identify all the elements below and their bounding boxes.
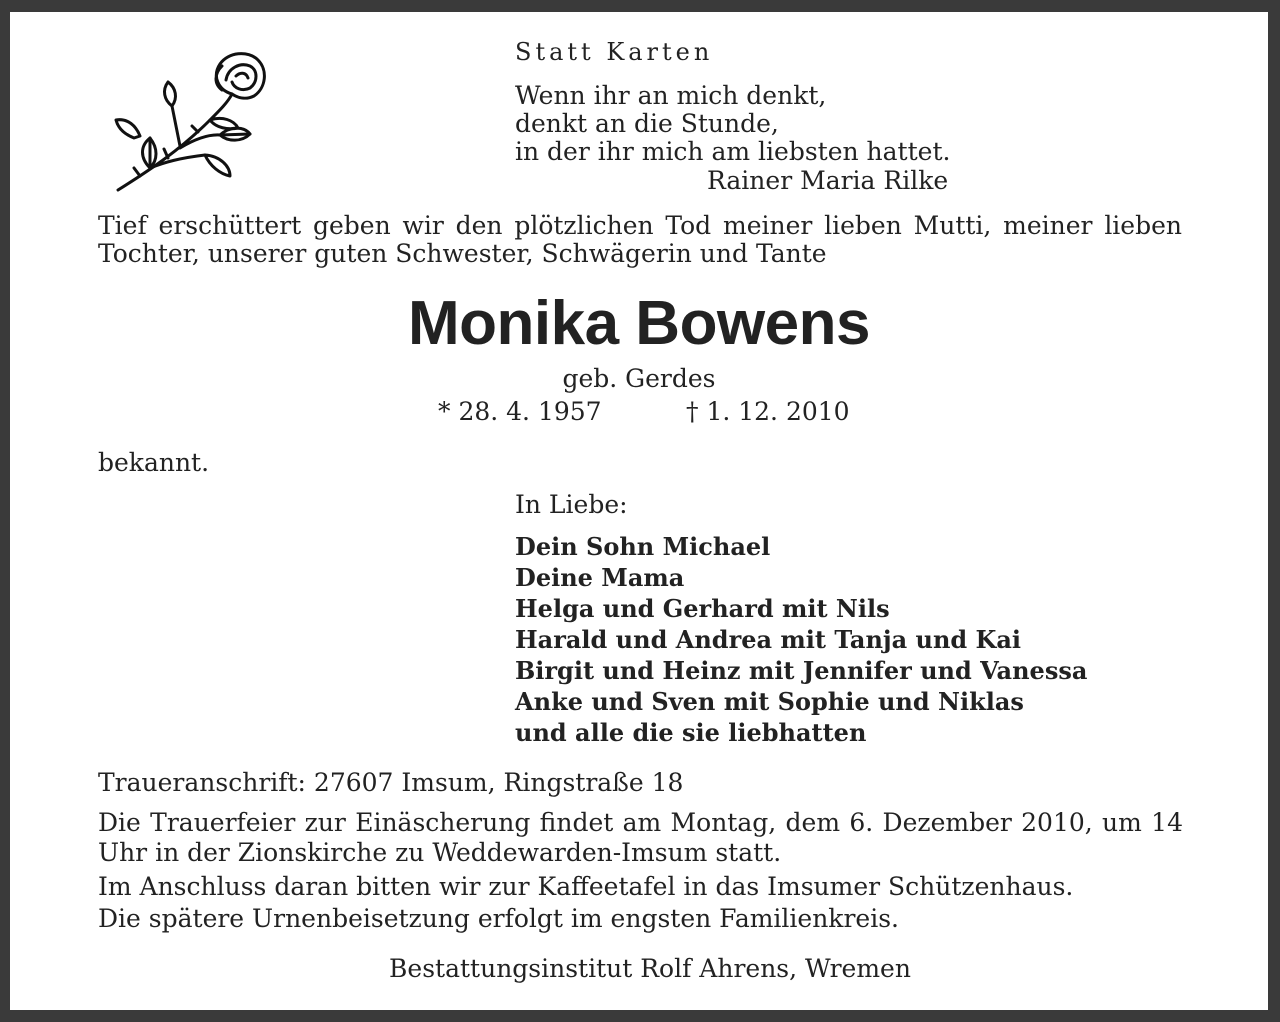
mourner-line: Birgit und Heinz mit Jennifer und Vanessa xyxy=(515,656,1088,685)
statt-karten-heading: Statt Karten xyxy=(515,38,714,66)
maiden-name: geb. Gerdes xyxy=(562,364,716,393)
mourner-line: Anke und Sven mit Sophie und Niklas xyxy=(515,687,1024,716)
poem xyxy=(515,82,950,166)
obituary-notice xyxy=(10,12,1268,1010)
poem-author: Rainer Maria Rilke xyxy=(707,166,949,195)
poem-line: denkt an die Stunde, xyxy=(515,109,779,138)
mourner-line: Helga und Gerhard mit Nils xyxy=(515,594,890,623)
poem-line: Wenn ihr an mich denkt, xyxy=(515,81,827,110)
mourner-line: Deine Mama xyxy=(515,563,685,592)
birth-date: * 28. 4. 1957 xyxy=(438,397,602,426)
mourner-line: Dein Sohn Michael xyxy=(515,532,771,561)
ceremony-info: Die Trauerfeier zur Einäscherung findet am Montag, dem 6. Dezember 2010, um 14 Uhr in der Zionskirche zu Weddewarden-Imsum statt. xyxy=(98,808,1183,867)
death-date: † 1. 12. 2010 xyxy=(686,397,850,426)
mourners-intro: In Liebe: xyxy=(515,490,628,519)
mourning-address: Traueranschrift: 27607 Imsum, Ringstraße 18 xyxy=(98,768,684,797)
mourners-list xyxy=(515,531,1087,748)
deceased-name: Monika Bowens xyxy=(407,289,870,358)
coffee-info: Im Anschluss daran bitten wir zur Kaffeetafel in das Imsumer Schützenhaus. xyxy=(98,872,1074,901)
mourner-line: und alle die sie liebhatten xyxy=(515,718,867,747)
bekannt-text: bekannt. xyxy=(98,448,210,477)
urn-info: Die spätere Urnenbeisetzung erfolgt im engsten Familienkreis. xyxy=(98,904,899,933)
mourner-line: Harald und Andrea mit Tanja und Kai xyxy=(515,625,1022,654)
intro-text: Tief erschüttert geben wir den plötzlichen Tod meiner lieben Mutti, meiner lieben Tochter, unserer guten Schwester, Schwägerin und Tante xyxy=(98,211,1182,268)
undertaker: Bestattungsinstitut Rolf Ahrens, Wremen xyxy=(389,954,911,983)
rose-icon xyxy=(110,50,270,200)
poem-line: in der ihr mich am liebsten hattet. xyxy=(515,137,951,166)
